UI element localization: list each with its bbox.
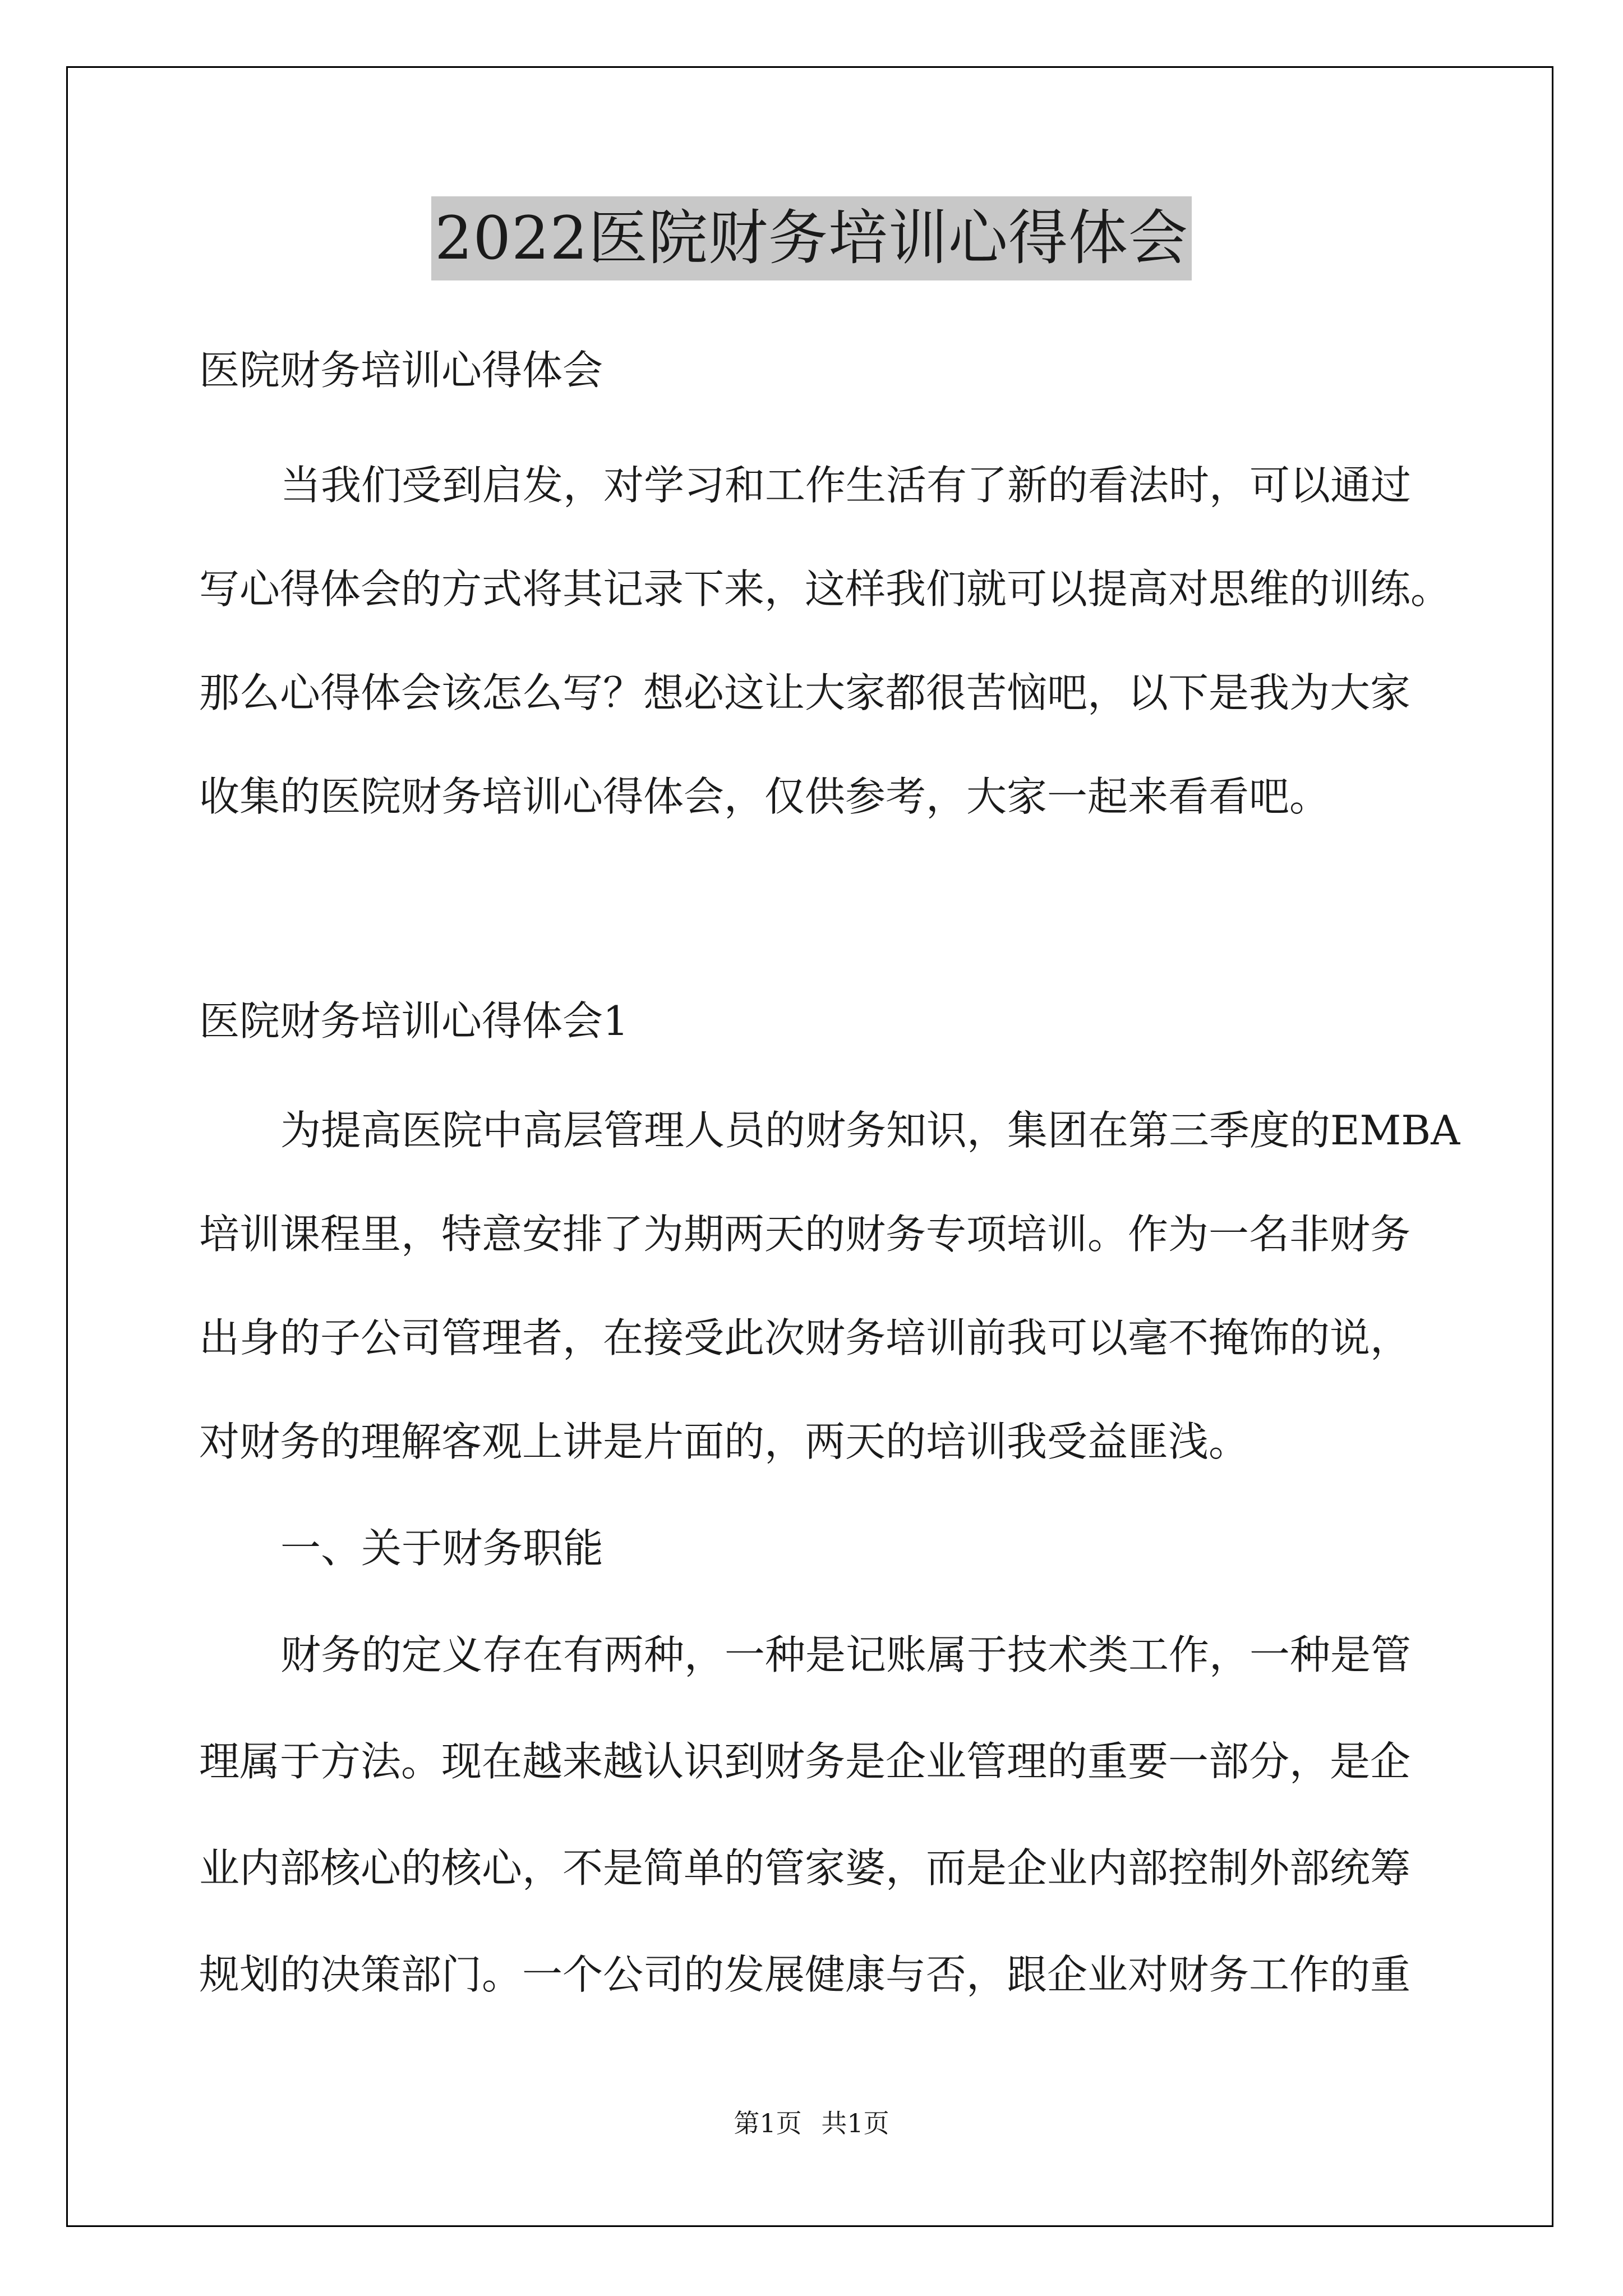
section-heading-1: 医院财务培训心得体会1: [199, 997, 629, 1045]
paragraph-line: 规划的决策部门。一个公司的发展健康与否，跟企业对财务工作的重: [199, 1951, 1411, 1998]
subheading-finance-function: 一、关于财务职能: [280, 1525, 604, 1572]
paragraph-line: 为提高医院中高层管理人员的财务知识，集团在第三季度的EMBA: [280, 1107, 1460, 1154]
title-block: [0, 196, 1623, 280]
paragraph-line: 业内部核心的核心，不是简单的管家婆，而是企业内部控制外部统筹: [199, 1844, 1411, 1892]
paragraph-line: 对财务的理解客观上讲是片面的，两天的培训我受益匪浅。: [199, 1418, 1249, 1465]
section-heading-intro: 医院财务培训心得体会: [199, 347, 603, 394]
paragraph-line: 当我们受到启发，对学习和工作生活有了新的看法时，可以通过: [280, 462, 1412, 509]
paragraph-line: 写心得体会的方式将其记录下来，这样我们就可以提高对思维的训练。: [199, 565, 1451, 613]
paragraph-line: 理属于方法。现在越来越认识到财务是企业管理的重要一部分，是企: [199, 1738, 1411, 1785]
paragraph-line: 培训课程里，特意安排了为期两天的财务专项培训。作为一名非财务: [199, 1211, 1411, 1258]
page-number: 第1页: [734, 2108, 802, 2138]
page-footer: [0, 2106, 1623, 2140]
paragraph-line: 收集的医院财务培训心得体会，仅供参考，大家一起来看看吧。: [199, 773, 1330, 820]
document-title: 2022医院财务培训心得体会: [431, 196, 1192, 280]
paragraph-line: 出身的子公司管理者，在接受此次财务培训前我可以毫不掩饰的说，: [199, 1314, 1411, 1361]
paragraph-line: 那么心得体会该怎么写？想必这让大家都很苦恼吧，以下是我为大家: [199, 669, 1411, 716]
paragraph-line: 财务的定义存在有两种，一种是记账属于技术类工作，一种是管: [280, 1631, 1412, 1678]
total-pages: 共1页: [821, 2108, 889, 2138]
